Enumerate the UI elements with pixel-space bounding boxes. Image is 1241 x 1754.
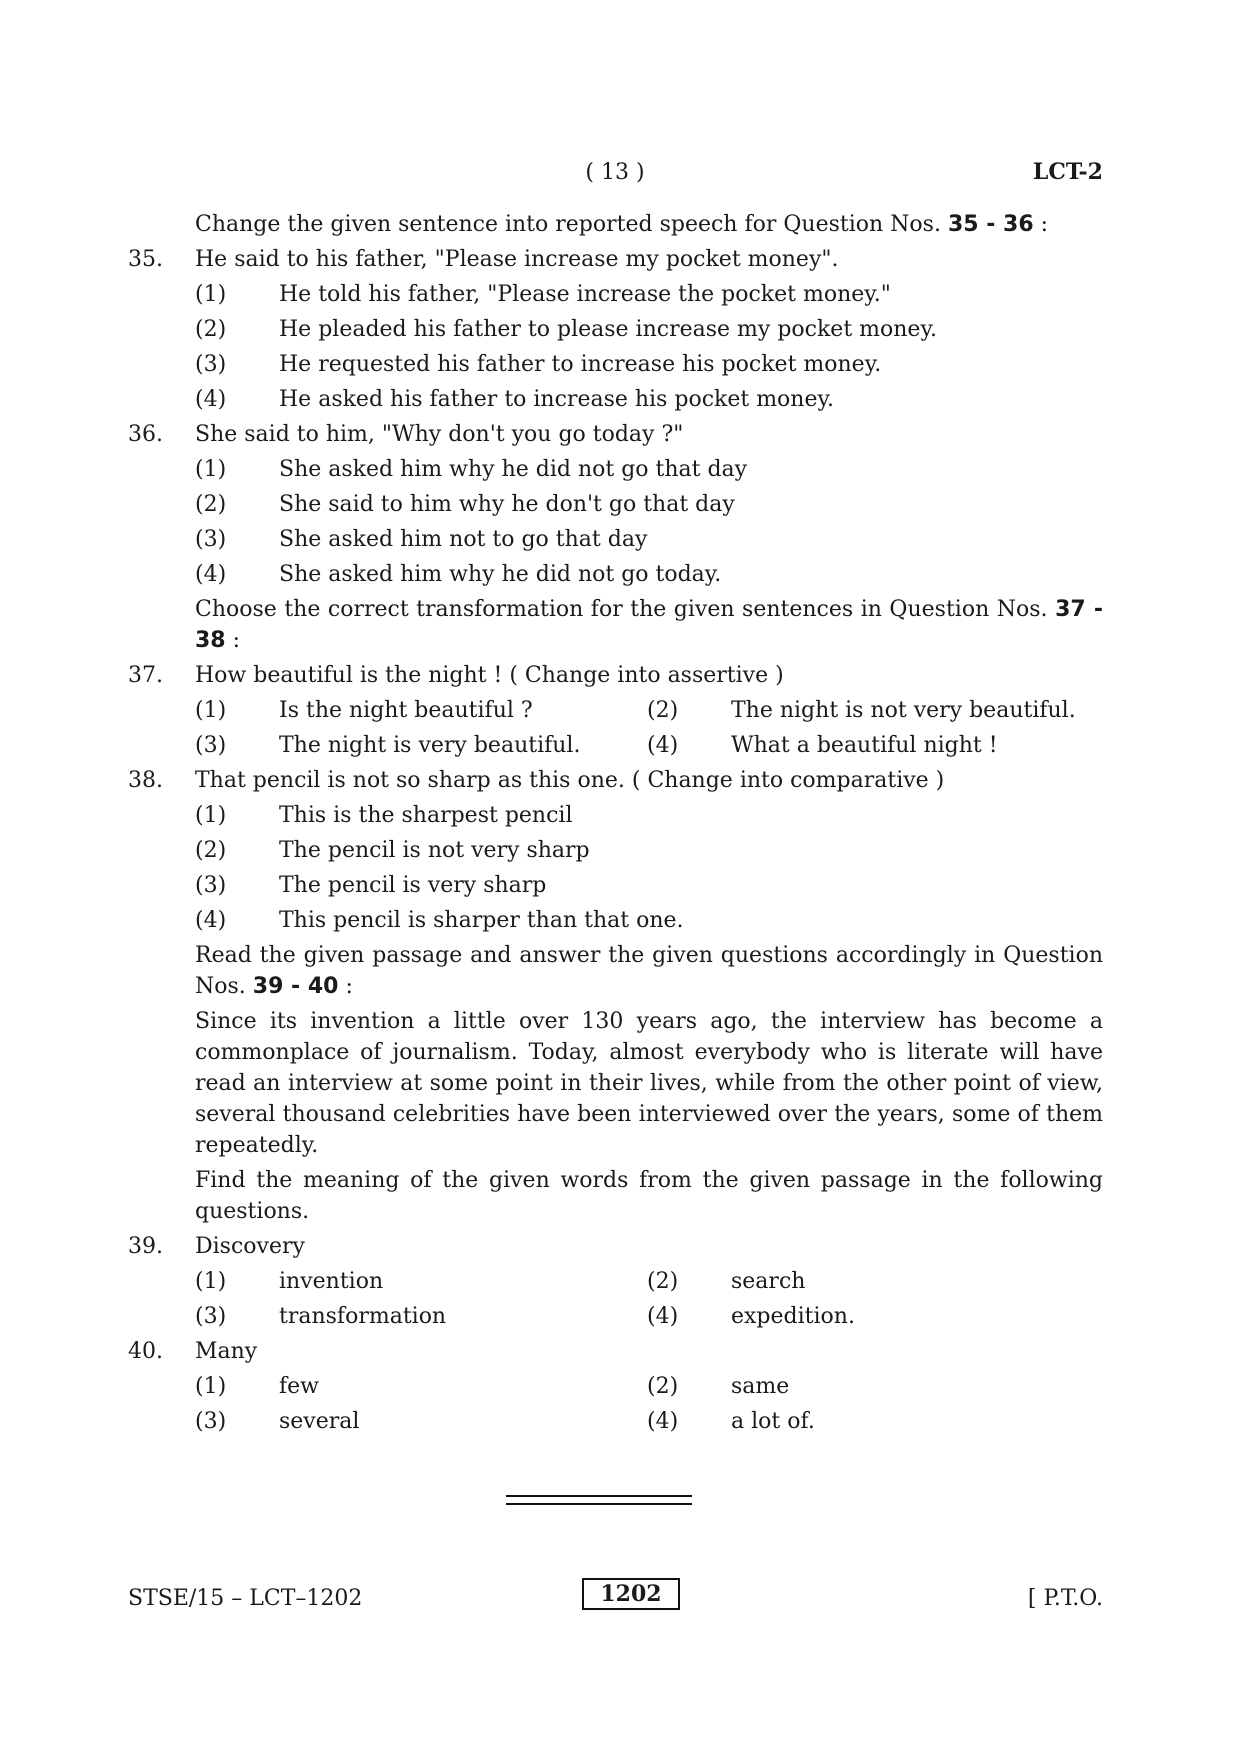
option-1[interactable] — [195, 695, 647, 726]
question-text: That pencil is not so sharp as this one. ( Change into comparative ) — [195, 768, 945, 793]
instruction-text: Read the given passage and answer the given questions accordingly in Question Nos. — [195, 943, 1103, 999]
instruction-text: Change the given sentence into reported speech for Question Nos. — [195, 212, 948, 237]
option-text: She asked him not to go that day — [279, 527, 648, 552]
question-38 — [128, 765, 1103, 796]
instruction-range: 37 - 38 — [195, 597, 1103, 653]
option-text: The night is very beautiful. — [279, 733, 581, 758]
question-36-options — [195, 454, 1103, 590]
option-text: She asked him why he did not go today. — [279, 562, 722, 587]
option-1[interactable] — [195, 800, 1103, 831]
question-number: 37. — [128, 663, 163, 688]
question-number: 39. — [128, 1234, 163, 1259]
option-number: (3) — [195, 873, 227, 898]
option-2[interactable] — [195, 314, 1103, 345]
option-number: (4) — [647, 1409, 679, 1434]
option-3[interactable] — [195, 730, 647, 761]
question-39 — [128, 1231, 1103, 1262]
option-text: He told his father, "Please increase the pocket money." — [279, 282, 891, 307]
option-3[interactable] — [195, 524, 1103, 555]
option-text: What a beautiful night ! — [731, 733, 998, 758]
option-text: a lot of. — [731, 1409, 815, 1434]
option-number: (1) — [195, 1269, 227, 1294]
question-number: 40. — [128, 1339, 163, 1364]
instruction-35-36 — [195, 209, 1103, 240]
option-text: Is the night beautiful ? — [279, 698, 533, 723]
option-3[interactable] — [195, 1406, 647, 1437]
option-text: This is the sharpest pencil — [279, 803, 573, 828]
option-1[interactable] — [195, 1266, 647, 1297]
option-number: (2) — [195, 317, 227, 342]
option-text: same — [731, 1374, 790, 1399]
option-4[interactable] — [647, 1406, 1103, 1437]
option-text: expedition. — [731, 1304, 855, 1329]
option-number: (3) — [195, 527, 227, 552]
option-number: (2) — [647, 1374, 679, 1399]
instruction-37-38 — [195, 594, 1103, 656]
question-35 — [128, 244, 1103, 275]
question-36 — [128, 419, 1103, 450]
option-text: He pleaded his father to please increase my pocket money. — [279, 317, 937, 342]
option-text: The night is not very beautiful. — [731, 698, 1076, 723]
instruction-suffix: : — [1033, 212, 1049, 237]
option-text: This pencil is sharper than that one. — [279, 908, 684, 933]
option-number: (2) — [647, 698, 679, 723]
option-number: (1) — [195, 457, 227, 482]
option-number: (4) — [195, 562, 227, 587]
option-text: transformation — [279, 1304, 447, 1329]
instruction-suffix: : — [338, 974, 353, 999]
option-text: few — [279, 1374, 319, 1399]
footer-code-box: 1202 — [582, 1578, 680, 1610]
option-number: (1) — [195, 282, 227, 307]
question-37 — [128, 660, 1103, 691]
instruction-text: Choose the correct transformation for the given sentences in Question Nos. — [195, 597, 1056, 622]
option-number: (4) — [647, 733, 679, 758]
question-40-options — [195, 1371, 1103, 1437]
option-number: (4) — [647, 1304, 679, 1329]
option-text: The pencil is not very sharp — [279, 838, 590, 863]
option-number: (1) — [195, 803, 227, 828]
question-text: Many — [195, 1339, 258, 1364]
paper-code: LCT-2 — [1032, 159, 1103, 185]
option-3[interactable] — [195, 349, 1103, 380]
option-text: search — [731, 1269, 806, 1294]
option-2[interactable] — [195, 489, 1103, 520]
option-text: He asked his father to increase his pocket money. — [279, 387, 834, 412]
option-1[interactable] — [195, 279, 1103, 310]
question-text: She said to him, "Why don't you go today ?" — [195, 422, 684, 447]
option-number: (3) — [195, 733, 227, 758]
page-number: ( 13 ) — [585, 160, 645, 185]
question-39-options — [195, 1266, 1103, 1332]
instruction-meaning: Find the meaning of the given words from the given passage in the following questions. — [195, 1168, 1103, 1224]
option-4[interactable] — [647, 1301, 1103, 1332]
option-number: (2) — [195, 492, 227, 517]
option-number: (1) — [195, 1374, 227, 1399]
option-text: He requested his father to increase his pocket money. — [279, 352, 882, 377]
instruction-range: 35 - 36 — [947, 212, 1034, 237]
question-number: 38. — [128, 768, 163, 793]
option-4[interactable] — [195, 905, 1103, 936]
question-text: Discovery — [195, 1234, 305, 1259]
section-divider — [506, 1495, 692, 1505]
question-number: 35. — [128, 247, 163, 272]
option-number: (2) — [647, 1269, 679, 1294]
option-text: The pencil is very sharp — [279, 873, 547, 898]
option-text: several — [279, 1409, 360, 1434]
footer-pto: [ P.T.O. — [1027, 1586, 1103, 1611]
option-number: (3) — [195, 352, 227, 377]
option-1[interactable] — [195, 454, 1103, 485]
option-number: (1) — [195, 698, 227, 723]
option-3[interactable] — [195, 870, 1103, 901]
question-number: 36. — [128, 422, 163, 447]
question-37-options — [195, 695, 1103, 761]
option-text: She asked him why he did not go that day — [279, 457, 748, 482]
question-content — [128, 209, 1103, 1441]
footer-paper-id: STSE/15 – LCT–1202 — [128, 1586, 363, 1611]
option-2[interactable] — [647, 1266, 1103, 1297]
question-35-options — [195, 279, 1103, 415]
option-1[interactable] — [195, 1371, 647, 1402]
option-text: invention — [279, 1269, 384, 1294]
option-3[interactable] — [195, 1301, 647, 1332]
option-2[interactable] — [195, 835, 1103, 866]
question-text: He said to his father, "Please increase my pocket money". — [195, 247, 839, 272]
option-number: (4) — [195, 908, 227, 933]
question-text: How beautiful is the night ! ( Change into assertive ) — [195, 663, 784, 688]
question-38-options — [195, 800, 1103, 936]
question-40 — [128, 1336, 1103, 1367]
instruction-39-40 — [195, 940, 1103, 1002]
option-4[interactable] — [195, 384, 1103, 415]
option-number: (4) — [195, 387, 227, 412]
instruction-suffix: : — [225, 628, 241, 653]
option-4[interactable] — [195, 559, 1103, 590]
reading-passage: Since its invention a little over 130 years ago, the interview has become a commonplace of journalism. Today, almost everybody who is literate will have read an interview at some point in their lives, while from the other point of view, several thousand celebrities have been interviewed over the years, some of them repeatedly. — [195, 1009, 1103, 1158]
option-number: (3) — [195, 1409, 227, 1434]
option-text: She said to him why he don't go that day — [279, 492, 735, 517]
option-2[interactable] — [647, 1371, 1103, 1402]
option-4[interactable] — [647, 730, 1103, 761]
option-2[interactable] — [647, 695, 1103, 726]
option-number: (3) — [195, 1304, 227, 1329]
option-number: (2) — [195, 838, 227, 863]
instruction-range: 39 - 40 — [252, 974, 339, 999]
